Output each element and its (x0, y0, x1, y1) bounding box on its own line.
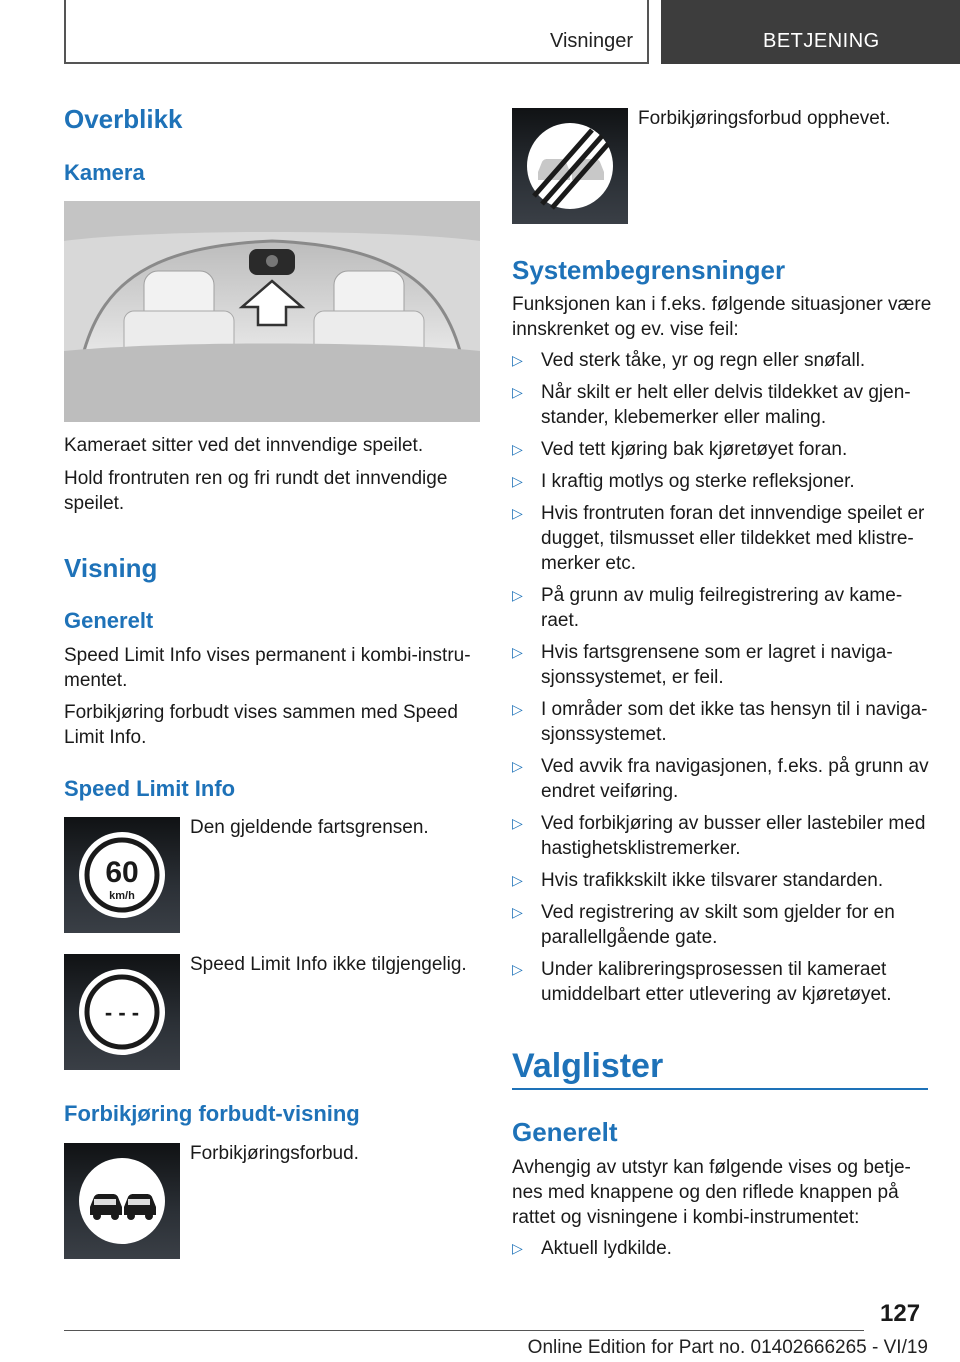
list-item: ▷ Ved sterk tåke, yr og regn eller snøfall. (512, 350, 866, 371)
list-item: ▷ Hvis fartsgrensene som er lagret i naviga‐sjonssystemet, er feil. (512, 642, 893, 688)
heading-forbikjoring: Forbikjøring forbudt-visning (64, 1101, 360, 1126)
header-chapter-label: BETJENING (763, 30, 880, 52)
triangle-bullet-icon: ▷ (512, 904, 523, 920)
triangle-bullet-icon: ▷ (512, 701, 523, 717)
triangle-bullet-icon: ▷ (512, 1240, 523, 1256)
triangle-bullet-icon: ▷ (512, 473, 523, 489)
generelt-text-2: Forbikjøring forbudt vises sammen med Speed Limit Info. (64, 702, 458, 748)
sign-60-unit: km/h (109, 890, 135, 902)
valglister-list (512, 1236, 932, 1268)
heading-systembegrensninger: Systembegrensninger (512, 255, 786, 285)
heading-valglister: Valglister (512, 1047, 664, 1085)
triangle-bullet-icon: ▷ (512, 644, 523, 660)
header-section-label: Visninger (549, 30, 633, 52)
triangle-bullet-icon: ▷ (512, 815, 523, 831)
triangle-bullet-icon: ▷ (512, 872, 523, 888)
page-number: 127 (880, 1300, 921, 1327)
heading-overblikk: Overblikk (64, 104, 183, 134)
footer-edition: Online Edition for Part no. 01402666265 - VI/19 (527, 1337, 928, 1358)
heading-generelt-2: Generelt (512, 1117, 618, 1147)
heading-generelt: Generelt (64, 608, 154, 633)
speed-limit-sign-60 (64, 817, 180, 933)
list-item: ▷ Under kalibreringsprosessen til kameraet umiddelbart etter utlevering av kjøretøyet. (512, 959, 892, 1005)
system-intro-text: Funksjonen kan i f.eks. følgende situasjoner være innskrenket og ev. vise feil: (512, 294, 932, 340)
list-item: ▷ Ved avvik fra navigasjonen, f.eks. på grunn av endret veiføring. (512, 756, 929, 802)
heading-speed-limit-info: Speed Limit Info (64, 776, 236, 801)
list-item: ▷ Ved registrering av skilt som gjelder for en parallellgående gate. (512, 902, 895, 948)
forbud-text-1: Forbikjøringsforbud. (190, 1143, 359, 1164)
list-item: ▷ På grunn av mulig feilregistrering av kame‐raet. (512, 585, 903, 631)
generelt-2-text: Avhengig av utstyr kan følgende vises og betje‐nes med knappene og den riflede knappen på rattet og visningene i kombi-instrumentet: (512, 1157, 911, 1228)
sign-60-value: 60 (105, 856, 139, 889)
camera-location-image (64, 201, 480, 422)
triangle-bullet-icon: ▷ (512, 587, 523, 603)
list-item: ▷ Ved tett kjøring bak kjøretøyet foran. (512, 439, 848, 460)
list-item: ▷ Ved forbikjøring av busser eller lastebiler med hastighetsklistremerker. (512, 813, 926, 859)
heading-kamera: Kamera (64, 160, 145, 185)
list-item: ▷ I områder som det ikke tas hensyn til i naviga‐sjonssystemet. (512, 699, 928, 745)
forbud-text-2: Forbikjøringsforbud opphevet. (638, 108, 891, 129)
sign-dash-value: - - - (104, 1000, 140, 1025)
heading-visning: Visning (64, 553, 158, 583)
system-limitations-list (512, 348, 932, 1014)
kamera-text-2: Hold frontruten ren og fri rundt det innvendige speilet. (64, 468, 448, 514)
kamera-text-1: Kameraet sitter ved det innvendige speilet. (64, 435, 424, 456)
no-overtaking-sign (64, 1143, 180, 1259)
generelt-text-1: Speed Limit Info vises permanent i kombi‐instru‐mentet. (64, 645, 471, 691)
triangle-bullet-icon: ▷ (512, 758, 523, 774)
section-divider (512, 1088, 928, 1090)
triangle-bullet-icon: ▷ (512, 352, 523, 368)
list-item: ▷ Hvis trafikkskilt ikke tilsvarer standarden. (512, 870, 884, 891)
list-item: ▷ I kraftig motlys og sterke refleksjoner. (512, 471, 855, 492)
footer-divider (64, 1330, 864, 1331)
no-overtaking-end-sign (512, 108, 628, 224)
speed-limit-unavailable-sign (64, 954, 180, 1070)
triangle-bullet-icon: ▷ (512, 384, 523, 400)
list-item: ▷ Aktuell lydkilde. (512, 1238, 672, 1259)
triangle-bullet-icon: ▷ (512, 441, 523, 457)
triangle-bullet-icon: ▷ (512, 505, 523, 521)
speed-text-2: Speed Limit Info ikke tilgjengelig. (190, 954, 467, 975)
list-item: ▷ Hvis frontruten foran det innvendige speilet er dugget, tilsmusset eller tildekket med klistre‐merker etc. (512, 503, 925, 574)
list-item: ▷ Når skilt er helt eller delvis tildekket av gjen‐stander, klebemerker eller maling. (512, 382, 911, 428)
speed-text-1: Den gjeldende fartsgrensen. (190, 817, 429, 838)
header-chapter-tab (661, 0, 960, 64)
header-section-tab (64, 0, 649, 64)
triangle-bullet-icon: ▷ (512, 961, 523, 977)
